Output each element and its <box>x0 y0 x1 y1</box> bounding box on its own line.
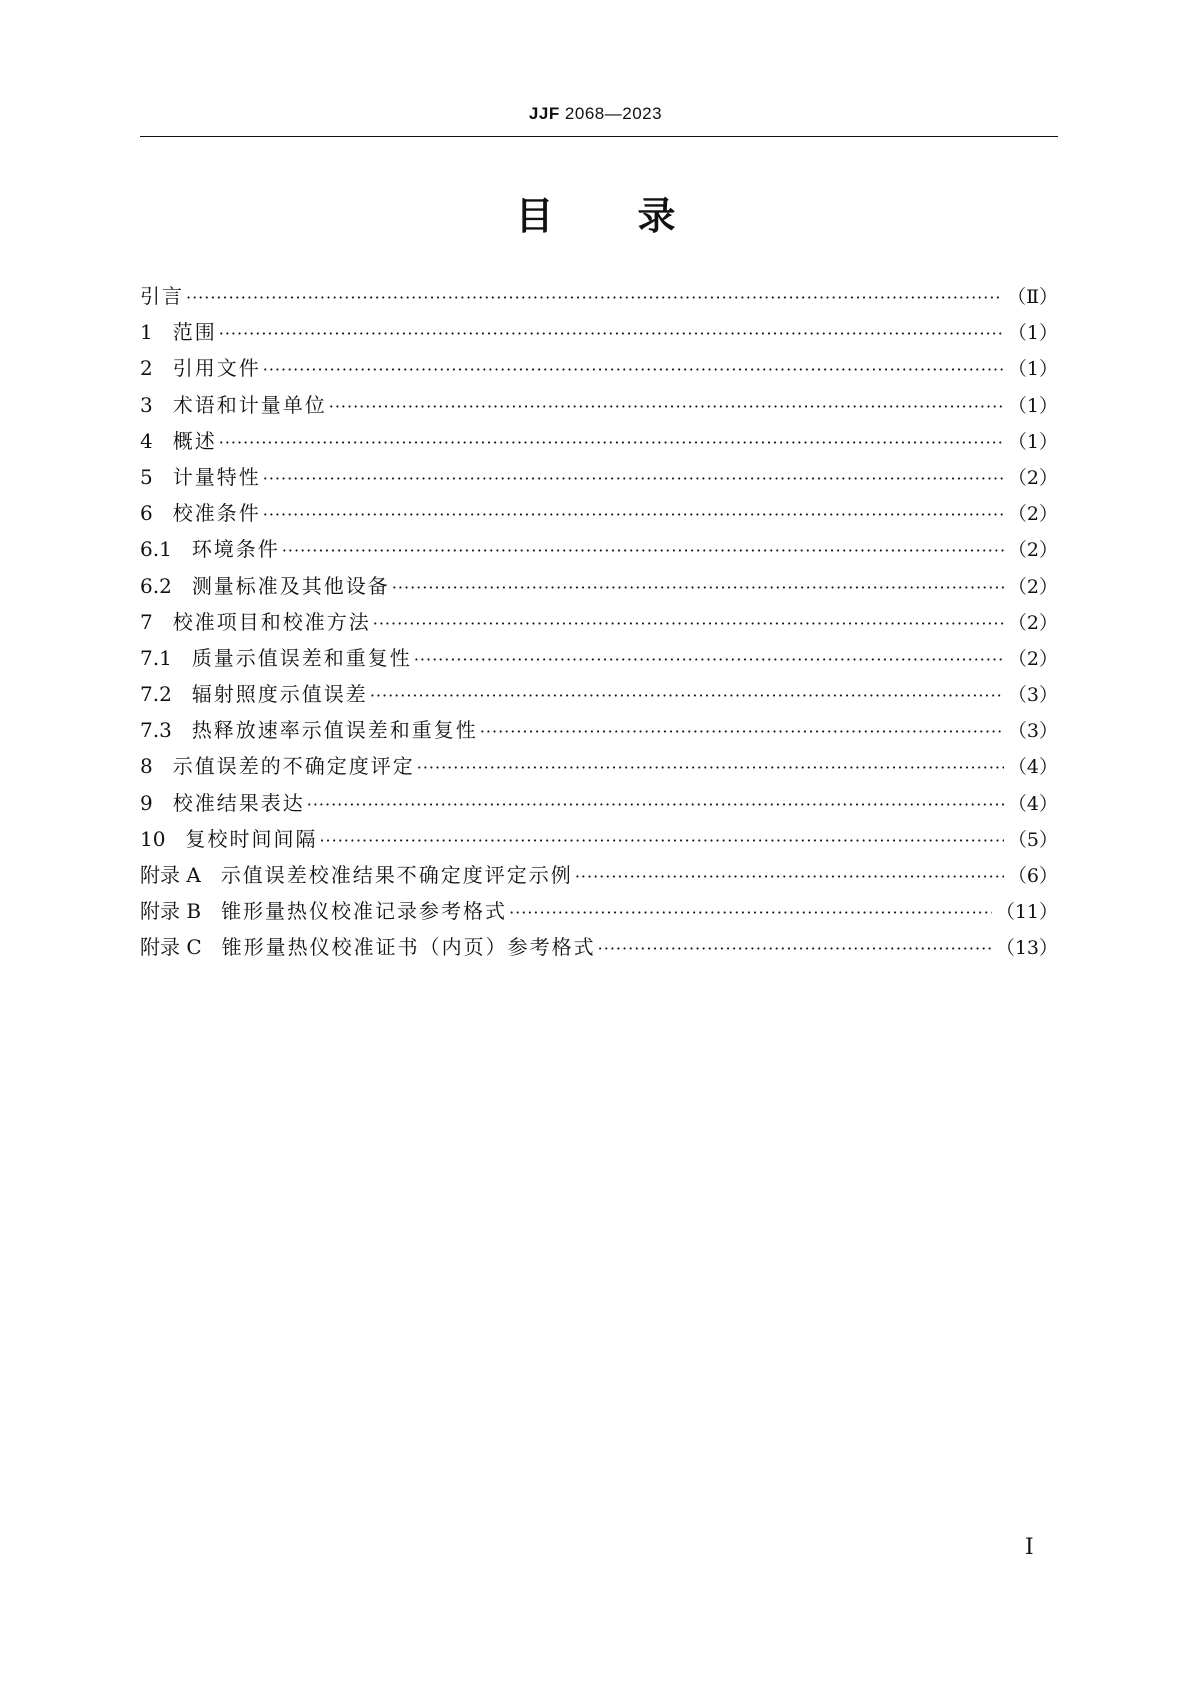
toc-entry-page: （5） <box>1007 828 1058 851</box>
toc-entry-number: 3 <box>140 392 153 417</box>
toc-entry[interactable] <box>140 568 1058 604</box>
toc-entry[interactable] <box>140 604 1058 640</box>
table-of-contents <box>140 278 1058 966</box>
toc-entry[interactable] <box>140 857 1058 893</box>
toc-entry-number: 10 <box>140 826 166 851</box>
toc-entry-title: 引用文件 <box>172 356 261 381</box>
toc-entry[interactable] <box>140 712 1058 748</box>
toc-entry[interactable] <box>140 929 1058 965</box>
toc-entry-page: （11） <box>995 901 1058 924</box>
toc-dot-leader <box>263 352 1004 388</box>
standard-code-prefix: JJF <box>528 104 560 123</box>
toc-dot-leader <box>575 859 1004 895</box>
standard-code-number: 2068—2023 <box>559 104 663 123</box>
toc-entry-title: 环境条件 <box>191 537 280 562</box>
toc-entry-page: （1） <box>1007 394 1058 417</box>
toc-dot-leader <box>370 678 1004 714</box>
toc-dot-leader <box>263 497 1004 533</box>
toc-dot-leader <box>263 461 1004 497</box>
toc-entry-title: 示值误差校准结果不确定度评定示例 <box>220 863 573 887</box>
toc-dot-leader <box>392 570 1004 606</box>
toc-entry[interactable] <box>140 314 1058 350</box>
toc-entry-number: 4 <box>140 428 153 453</box>
toc-entry[interactable] <box>140 748 1058 784</box>
toc-entry[interactable] <box>140 387 1058 423</box>
toc-entry-title: 热释放速率示值误差和重复性 <box>191 718 478 743</box>
toc-entry-title: 锥形量热仪校准记录参考格式 <box>221 899 508 924</box>
toc-dot-leader <box>373 606 1004 642</box>
toc-entry-title: 锥形量热仪校准证书（内页）参考格式 <box>221 935 596 960</box>
toc-entry-title: 辐射照度示值误差 <box>191 682 368 707</box>
toc-entry-number: 附录 B <box>140 899 202 924</box>
toc-entry-page: （1） <box>1007 358 1058 381</box>
toc-entry-title: 引言 <box>140 284 184 308</box>
toc-entry-title: 示值误差的不确定度评定 <box>172 754 415 779</box>
toc-entry-title: 校准结果表达 <box>172 790 305 815</box>
toc-entry[interactable] <box>140 821 1058 857</box>
toc-entry-title: 计量特性 <box>172 464 261 489</box>
toc-entry[interactable] <box>140 423 1058 459</box>
toc-entry[interactable] <box>140 640 1058 676</box>
toc-entry-number: 5 <box>140 464 153 489</box>
toc-entry-title: 范围 <box>172 320 217 345</box>
toc-entry-page: （4） <box>1007 792 1058 815</box>
toc-dot-leader <box>414 642 1004 678</box>
toc-dot-leader <box>480 714 1004 750</box>
toc-entry-number: 9 <box>140 790 153 815</box>
toc-entry-page: （2） <box>1007 466 1058 489</box>
toc-dot-leader <box>186 280 1003 316</box>
toc-entry-number: 6.2 <box>140 573 172 598</box>
toc-dot-leader <box>598 931 992 967</box>
toc-entry-number: 7 <box>140 609 153 634</box>
toc-entry-page: （2） <box>1007 575 1058 598</box>
toc-entry-page: （2） <box>1007 539 1058 562</box>
toc-dot-leader <box>319 823 1003 859</box>
toc-entry-number: 附录 C <box>140 935 202 960</box>
toc-entry[interactable] <box>140 459 1058 495</box>
toc-entry-page: （2） <box>1007 647 1058 670</box>
toc-entry-page: （6） <box>1007 865 1058 887</box>
standard-code <box>0 104 1191 124</box>
toc-dot-leader <box>417 750 1004 786</box>
toc-entry-page: （13） <box>995 937 1058 960</box>
toc-entry-page: （1） <box>1007 430 1058 453</box>
toc-entry[interactable] <box>140 350 1058 386</box>
toc-entry[interactable] <box>140 278 1058 314</box>
toc-dot-leader <box>219 316 1004 352</box>
toc-entry-title: 概述 <box>172 428 217 453</box>
toc-entry-number: 6.1 <box>140 537 172 562</box>
toc-entry-number: 8 <box>140 754 153 779</box>
toc-dot-leader <box>219 425 1004 461</box>
toc-entry-page: （3） <box>1007 720 1058 743</box>
toc-entry-title: 质量示值误差和重复性 <box>191 645 412 670</box>
toc-entry-title: 校准项目和校准方法 <box>172 609 371 634</box>
toc-entry[interactable] <box>140 893 1058 929</box>
page-title: 目录 <box>515 194 760 238</box>
toc-entry-number: 2 <box>140 356 153 381</box>
toc-entry[interactable] <box>140 785 1058 821</box>
toc-entry-title: 测量标准及其他设备 <box>191 573 390 598</box>
toc-entry-title: 校准条件 <box>172 501 261 526</box>
toc-entry-page: （4） <box>1007 756 1058 779</box>
toc-entry-page: （1） <box>1007 322 1058 345</box>
toc-dot-leader <box>307 787 1004 823</box>
toc-entry-number: 7.3 <box>140 718 172 743</box>
toc-entry-title: 复校时间间隔 <box>185 826 318 851</box>
toc-entry-number: 附录 A <box>140 863 201 887</box>
page-number: I <box>1025 1535 1034 1560</box>
toc-entry-number: 7.1 <box>140 645 172 670</box>
toc-entry-title: 术语和计量单位 <box>172 392 327 417</box>
toc-entry[interactable] <box>140 495 1058 531</box>
toc-entry-number: 6 <box>140 501 153 526</box>
header-divider <box>140 136 1058 137</box>
toc-dot-leader <box>329 389 1004 425</box>
toc-dot-leader <box>509 895 992 931</box>
toc-entry-number: 1 <box>140 320 153 345</box>
toc-entry-number: 7.2 <box>140 682 172 707</box>
toc-entry-page: （Ⅱ） <box>1007 286 1058 308</box>
toc-dot-leader <box>282 533 1004 569</box>
toc-entry[interactable] <box>140 531 1058 567</box>
toc-entry[interactable] <box>140 676 1058 712</box>
toc-entry-page: （2） <box>1007 611 1058 634</box>
toc-entry-page: （2） <box>1007 503 1058 526</box>
toc-entry-page: （3） <box>1007 684 1058 707</box>
